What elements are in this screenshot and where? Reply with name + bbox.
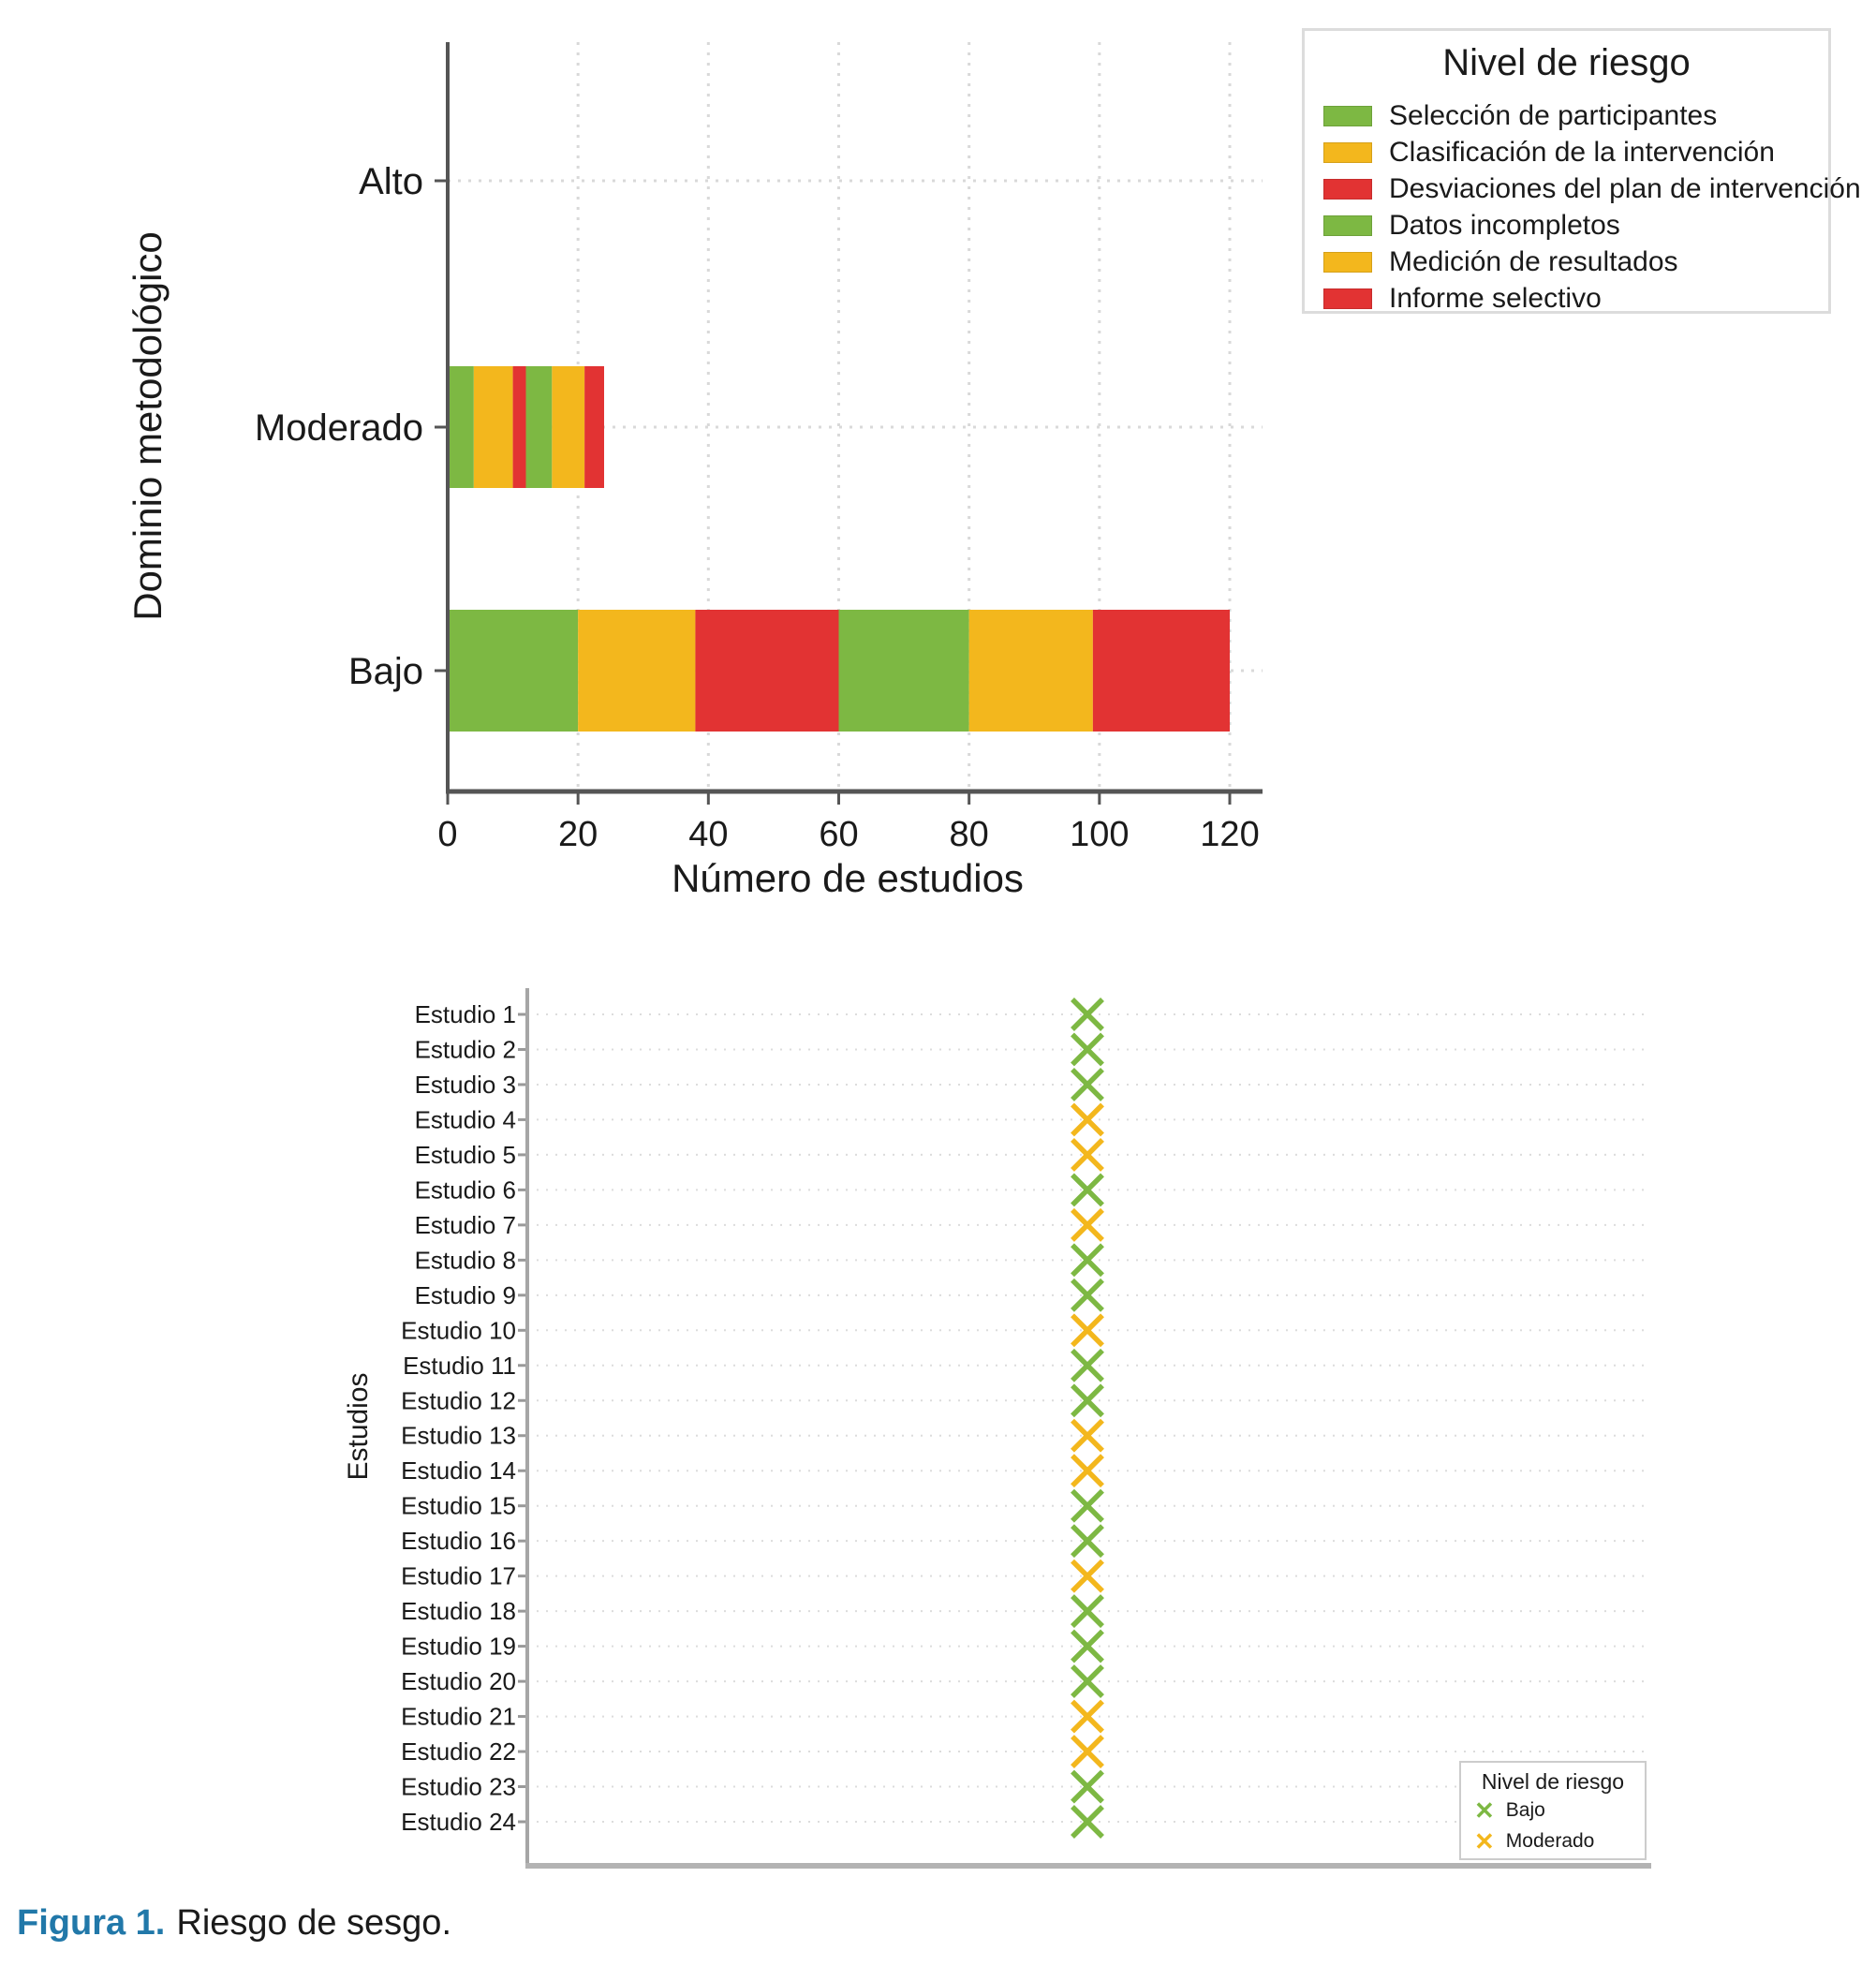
bar-segment-bajo [578, 610, 695, 732]
study-label: Estudio 12 [401, 1386, 516, 1415]
legend-item [1323, 207, 1828, 244]
study-label: Estudio 21 [401, 1702, 516, 1731]
legend-item [1323, 244, 1828, 280]
legend-item [1323, 170, 1861, 207]
study-label: Estudio 14 [401, 1456, 516, 1486]
study-label: Estudio 3 [414, 1070, 516, 1099]
y-tick-label: Moderado [254, 407, 423, 449]
study-label: Estudio 20 [401, 1667, 516, 1696]
legend-title: Nivel de riesgo [1481, 1769, 1625, 1794]
legend-swatch [1323, 252, 1372, 273]
study-label: Estudio 18 [401, 1597, 516, 1626]
figure-caption [17, 1903, 451, 1944]
study-label: Estudio 8 [414, 1246, 516, 1275]
legend-swatch [1323, 215, 1372, 236]
study-label: Estudio 17 [401, 1561, 516, 1590]
study-label: Estudio 9 [414, 1280, 516, 1309]
x-tick-label: 0 [437, 815, 458, 854]
study-label: Estudio 19 [401, 1632, 516, 1661]
x-marker-icon: ✕ [1474, 1826, 1495, 1855]
legend-item-label: Medición de resultados [1389, 245, 1678, 277]
bar-segment-moderado [448, 366, 474, 488]
legend-swatch [1323, 142, 1372, 163]
legend-item-label: Datos incompletos [1389, 209, 1620, 241]
x-marker-icon: ✕ [1474, 1796, 1495, 1825]
y-tick-label: Alto [359, 161, 423, 202]
x-tick-label: 80 [949, 815, 989, 854]
legend-rows [1305, 97, 1861, 317]
y-axis-title: Dominio metodológico [126, 231, 170, 621]
legend-item [1461, 1826, 1645, 1856]
legend-item-label: Desviaciones del plan de intervención [1389, 172, 1861, 204]
legend-item [1323, 134, 1828, 170]
legend-item-label: Moderado [1505, 1829, 1595, 1852]
study-label: Estudio 16 [401, 1527, 516, 1556]
legend-swatch [1323, 288, 1372, 309]
study-label: Estudio 5 [414, 1140, 516, 1169]
legend-item-label: Clasificación de la intervención [1389, 136, 1775, 168]
bar-segment-bajo [695, 610, 838, 732]
bar-segment-bajo [1093, 610, 1230, 732]
legend-item [1323, 97, 1828, 134]
legend-item-label: Informe selectivo [1389, 282, 1602, 314]
study-label: Estudio 22 [401, 1737, 516, 1766]
x-tick-label: 60 [819, 815, 859, 854]
bar-segment-moderado [552, 366, 584, 488]
legend-item-label: Selección de participantes [1389, 99, 1718, 131]
studies-legend [1459, 1761, 1647, 1860]
x-tick-label: 20 [558, 815, 598, 854]
bar-segment-moderado [526, 366, 553, 488]
legend-rows [1461, 1795, 1645, 1856]
caption-label: Figura 1. [17, 1903, 166, 1943]
study-label: Estudio 24 [401, 1808, 516, 1836]
risk-level-legend [1302, 28, 1861, 314]
legend-swatch [1323, 179, 1372, 200]
bar-segment-bajo [969, 610, 1093, 732]
legend-item [1323, 280, 1828, 317]
legend-item-label: Bajo [1505, 1798, 1545, 1821]
legend-title: Nivel de riesgo [1442, 42, 1691, 83]
bar-segment-moderado [474, 366, 513, 488]
y-axis-title: Estudios [343, 1372, 374, 1481]
study-label: Estudio 1 [414, 1000, 516, 1028]
bar-segment-moderado [513, 366, 526, 488]
legend-swatch [1323, 106, 1372, 126]
y-tick-label: Bajo [347, 651, 423, 692]
bar-segment-moderado [584, 366, 604, 488]
study-label: Estudio 4 [414, 1105, 516, 1134]
study-label: Estudio 7 [414, 1210, 516, 1239]
x-tick-label: 120 [1200, 815, 1260, 854]
bar-segment-bajo [448, 610, 578, 732]
study-label: Estudio 15 [401, 1491, 516, 1520]
x-axis-title: Número de estudios [672, 856, 1024, 900]
study-label: Estudio 2 [414, 1035, 516, 1064]
x-tick-label: 40 [688, 815, 729, 854]
study-label: Estudio 6 [414, 1175, 516, 1205]
study-label: Estudio 11 [403, 1351, 516, 1380]
legend-item [1461, 1795, 1645, 1826]
study-label: Estudio 13 [401, 1421, 516, 1450]
x-tick-label: 100 [1070, 815, 1130, 854]
caption-text: Riesgo de sesgo. [176, 1903, 452, 1943]
bar-segment-bajo [839, 610, 969, 732]
study-label: Estudio 23 [401, 1772, 516, 1801]
study-label: Estudio 10 [401, 1316, 516, 1345]
